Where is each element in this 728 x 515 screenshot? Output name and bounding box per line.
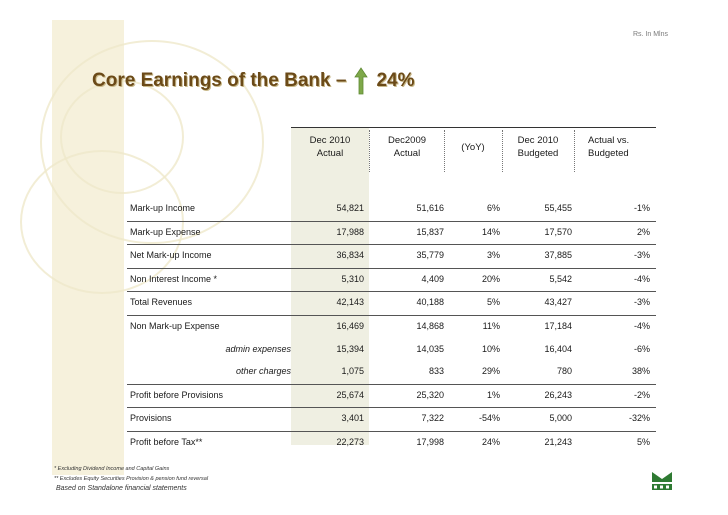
row-value: 15,394 xyxy=(336,343,364,354)
column-header xyxy=(296,134,364,160)
column-header xyxy=(508,134,568,160)
row-value: 26,243 xyxy=(544,389,572,400)
row-value: 17,184 xyxy=(544,320,572,331)
row-value: 20% xyxy=(481,273,500,284)
column-header xyxy=(376,134,438,160)
column-header-line: Actual xyxy=(393,148,421,159)
row-value: 16,469 xyxy=(336,320,364,331)
column-header-line: (YoY) xyxy=(461,142,485,153)
column-header-line: Actual vs. xyxy=(588,135,630,146)
table-row xyxy=(127,268,656,292)
table-row xyxy=(127,361,656,384)
row-value: -3% xyxy=(633,297,650,308)
table-row xyxy=(127,339,656,362)
header-divider xyxy=(502,130,503,172)
row-value: -32% xyxy=(628,413,650,424)
units-label: Rs. In Mlns xyxy=(632,31,668,38)
row-label: admin expenses xyxy=(225,343,291,354)
header-divider xyxy=(444,130,445,172)
row-value: -4% xyxy=(633,320,650,331)
footnote: ** Excludes Equity Securities Provision & pension fund reversal xyxy=(54,476,209,482)
row-value: -6% xyxy=(633,343,650,354)
row-value: 21,243 xyxy=(544,436,572,447)
header-divider xyxy=(574,130,575,172)
row-label: Total Revenues xyxy=(130,297,193,308)
row-value: 14,035 xyxy=(416,343,444,354)
row-value: 780 xyxy=(556,366,572,377)
row-value: 37,885 xyxy=(544,250,572,261)
row-label: Mark-up Expense xyxy=(130,226,201,237)
footnote: * Excluding Dividend Income and Capital Gains xyxy=(54,466,170,472)
row-value: 24% xyxy=(481,436,500,447)
column-header-line: Actual xyxy=(316,148,344,159)
table-row xyxy=(127,244,656,268)
row-label: Provisions xyxy=(130,413,172,424)
title-percent: 24% xyxy=(376,70,415,91)
row-value: 10% xyxy=(481,343,500,354)
row-value: 3,401 xyxy=(341,413,364,424)
row-value: 16,404 xyxy=(544,343,572,354)
table-row xyxy=(127,384,656,408)
row-value: 14,868 xyxy=(416,320,444,331)
table-row xyxy=(127,291,656,315)
row-value: 51,616 xyxy=(416,203,444,213)
column-header-line: Budgeted xyxy=(588,148,629,159)
table-row xyxy=(127,221,656,245)
title-text: Core Earnings of the Bank – xyxy=(92,70,347,91)
row-value: 14% xyxy=(481,226,500,237)
row-value: 25,320 xyxy=(416,389,444,400)
earnings-table xyxy=(127,198,656,455)
row-value: 40,188 xyxy=(416,297,444,308)
slide-title xyxy=(92,66,414,96)
row-value: 833 xyxy=(428,366,444,377)
header-divider xyxy=(369,130,370,172)
row-value: 5,000 xyxy=(549,413,572,424)
row-value: 2% xyxy=(636,226,650,237)
row-value: 17,988 xyxy=(336,226,364,237)
row-label: Non Interest Income * xyxy=(130,273,218,284)
row-value: 6% xyxy=(486,203,500,213)
column-header-line: Dec2009 xyxy=(387,135,427,146)
row-value: 5,542 xyxy=(549,273,572,284)
row-value: -2% xyxy=(633,389,650,400)
row-value: 1% xyxy=(486,389,500,400)
row-value: 54,821 xyxy=(336,203,364,213)
column-header-line: Dec 2010 xyxy=(309,135,351,146)
row-value: 22,273 xyxy=(336,436,364,447)
table-row xyxy=(127,198,656,221)
row-value: 5,310 xyxy=(341,273,364,284)
column-header-line: Dec 2010 xyxy=(517,135,559,146)
row-label: Mark-up Income xyxy=(130,203,196,213)
table-row xyxy=(127,407,656,431)
header-rule xyxy=(291,127,656,128)
row-value: 55,455 xyxy=(544,203,572,213)
footnote: Based on Standalone financial statements xyxy=(56,485,187,492)
row-value: 15,837 xyxy=(416,226,444,237)
row-value: 1,075 xyxy=(341,366,364,377)
row-label: Non Mark-up Expense xyxy=(130,320,220,331)
row-value: 5% xyxy=(486,297,500,308)
row-value: 42,143 xyxy=(336,297,364,308)
row-value: -4% xyxy=(633,273,650,284)
row-value: 17,570 xyxy=(544,226,572,237)
row-value: 7,322 xyxy=(421,413,444,424)
row-value: 36,834 xyxy=(336,250,364,261)
row-label: Profit before Provisions xyxy=(130,389,224,400)
up-arrow-icon xyxy=(354,67,368,95)
table-row xyxy=(127,315,656,339)
row-label: Net Mark-up Income xyxy=(130,250,212,261)
column-header xyxy=(450,141,496,154)
row-value: 29% xyxy=(481,366,500,377)
column-header-line: Budgeted xyxy=(517,148,559,159)
row-value: 3% xyxy=(486,250,500,261)
mcb-logo-icon xyxy=(650,470,674,492)
table-row xyxy=(127,431,656,455)
row-value: 35,779 xyxy=(416,250,444,261)
row-value: 25,674 xyxy=(336,389,364,400)
row-value: 11% xyxy=(482,320,500,331)
row-value: -1% xyxy=(633,203,650,213)
row-value: -54% xyxy=(478,413,500,424)
row-value: -3% xyxy=(633,250,650,261)
row-value: 38% xyxy=(631,366,650,377)
row-value: 43,427 xyxy=(544,297,572,308)
row-value: 5% xyxy=(636,436,650,447)
column-header xyxy=(588,134,648,160)
row-label: Profit before Tax** xyxy=(130,436,203,447)
row-label: other charges xyxy=(235,366,291,377)
row-value: 17,998 xyxy=(416,436,444,447)
row-value: 4,409 xyxy=(421,273,444,284)
